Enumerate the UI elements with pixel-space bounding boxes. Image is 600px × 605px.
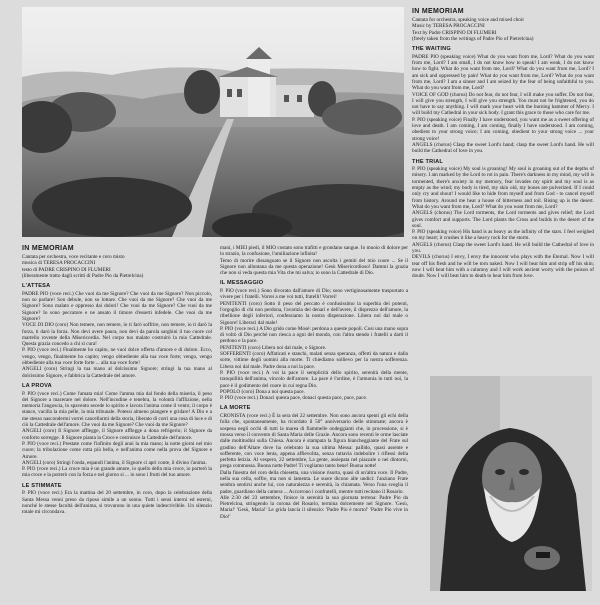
text-paragraph: ANGELS (chorus) The Lord torments, the Lord torments and gives relief; the Lord gives comfort and supports. The Lord plants the Cross and builds in the desert of the soul.	[412, 210, 594, 229]
english-credit-line: Music by TERESA PROCACCINI	[412, 23, 485, 30]
english-text-column	[412, 8, 594, 370]
text-paragraph: ANGELS (chorus) Clasp the sweet Lord's hand; clasp the sweet Lord's hand. He will build the Cathedral of love in you.	[412, 141, 594, 155]
italian-text-column-continued	[220, 245, 408, 600]
text-paragraph: ANGELI (coro) Stringi l'onda, espandi l'anima, il Signore ci apri conte, il divino l'anima.	[22, 459, 207, 466]
section-heading: IL MESSAGGIO	[220, 280, 264, 287]
italian-credit-line: testo di PADRE CRISPINO DI FLUMERI	[22, 266, 111, 273]
text-paragraph: CRONISTA (voce reci.) È la sera del 22 settembre. Non sono ancora spenti gli echi della folla che, spontaneamente, ha ricordato il 50° anniversario delle stimmate; ancora è sospesa negli occhi di tutti la marea di fiammelle ondeggianti che, in processione, si è mossa verso il convento di Santa Maria delle Grazie. Ancora sono recenti le orme lasciate dalle moltitudini sulla Chiesa. Ancora è stampata la figura biancheggiante del Frate sul gradino dell'Altare dove ha celebrato la sua ultima Messa: pallido, quasi assente e sofferente, con voce lenta, appena affievolita, senza tuttavia indebolire i riflessi della perfetta letizia. Al vespero, 22 settembre, La gente, assiepata nel piazzale o nei dintorni, prega commossa. Buona notte Padre! Ti vogliamo tanto bene! Buona notte!	[220, 413, 408, 470]
text-paragraph: ANGELI (coro) Il Signore afflegge, il Signore afflegge a dona refrigerio; il Signore da conforto sorregge. Il Signore pianta la Croce e costruisce la Cattedrale dell'amore.	[22, 428, 212, 441]
section-heading: THE WAITING	[412, 46, 451, 53]
text-paragraph: DEVILS (chorus) I envy, I envy the innocent who plays with the Eternal. Now I will tear off his flesh and he will be torn naked. Now I will beat him and strip off his skin; now I will beat him with a calumny and I will work ancient worry with the poison of doubt. Now I will beat him to death to hear him from love.	[412, 254, 594, 280]
text-paragraph: P. PIO (speaking voice) Finally I have understood, you want me as a sweet offering of love and death. I am coming, I am coming, finally I have understood. I am coming, obedient to your strong voice; I am coming, obedient to your strong voice ... your strong voice!	[412, 116, 594, 142]
text-paragraph: P. PIO (voce reci.) Come l'amata mia! Come l'amma mia dal fondo della miseria, il peso del Signore a macerare nel dolore. Nell'incudine e tenebra, la volontà l'afflizione, nella memoria l'angoscia, lo spavento secede lo spirito e lavora l'anima come il vento; il corpo è stanco, vacilla la mia pelle, la mia tribunale. Potessi almeno piangere e gridare! A Dio e a me stesso nascondermi vorrei cancellarmi della storia, liberato di corri una cosa di luce e di ciò la Cattedrale dell'amore. Che vuoi da me Signore? Che vuoi da me Signore?	[22, 390, 212, 429]
text-paragraph: ANGELS (chorus) Clasp the sweet Lord's hand. He will build the Cathedral of love in you.	[412, 241, 594, 254]
landscape-photo	[22, 7, 404, 237]
text-paragraph: P. PIO (speaking voice) His hand is as heavy as the infinity of the stars. I feel weighed on my heart; it crushes it like a heavy rock for the storm.	[412, 229, 594, 242]
text-paragraph: Alle 2:30 del 23 settembre, finisce in serenità la sua giornata terrena: Padre Pio da Pietrelcina, stringendo la corona del Rosario, termina dolcemente nel Signore. 'Gesù, Maria!' 'Gesù, Maria!' Le grida lancia il silenzio: 'Padre Pio è morto!' 'Padre Pio vive in Dio!'	[220, 494, 408, 520]
italian-credit-line: musica di TERESA PROCACCINI	[22, 260, 96, 267]
text-paragraph: P. PIO (voce reci.) Prestate come l'infinito degli anni la mia mano; la notte giorni nel mio cuore; la tribolazione come rotta più bella, e nell'anima come nella prova del Signore e Amore.	[22, 440, 212, 460]
text-paragraph: ANGELI (coro) Stringi la tua mano al dolcissimo Signore; stringi la tua mano al dolcissimo Signore, e fabbrica la Cattedrale del amore.	[22, 366, 212, 379]
text-paragraph: PADRE PIO (voce reci.) Che vuoi da me Signore? Che vuoi da me Signore? Non piccolo, non so parlare! Son debole, non so lottare. Che vuoi da me Signore? Che vuoi da me Signore? Sono malato e oppresso dai dolori! Che vuoi da me Signore? Che vuoi da me Signore? Io sono peccatore e ne ansato il timore d'esserti infedele. Che vuoi da me Signore?	[22, 290, 212, 322]
section-heading: THE TRIAL	[412, 158, 444, 165]
english-credit-line: Cantata for orchestra, speaking voice and mixed choir	[412, 17, 525, 23]
section-heading: LA PROVA	[22, 382, 52, 389]
text-paragraph: PENITENTI (coro) Libera noi dal male, o Signore.	[220, 344, 327, 351]
text-paragraph: SOFFERENTI (coro) Affaticati e stanchi, malati senza speranza, offerti da natura e dalla sorte, vittime degli uomini alla morte. Ti chiediamo sollievo per la nostra sofferenza. Libera noi dal male. Padre dona a noi la pace.	[220, 351, 408, 370]
section-heading: LE STIMMATE	[22, 482, 62, 489]
text-paragraph: PENITENTI (coro) Sotto il peso del peccato è confusissimo la superbia dei potenti, l'orgoglio di chi non perdona, l'avarizia dei denari e dell'avere, il disprezzo dell'amore, la ribellione degli inferiori, confessiamo la nostra disperazione. Libera noi dal male o Signore! Liberaci dal male!	[220, 300, 408, 326]
text-paragraph: mani, i MIEI piedi, il MIO costato sono trafitti e grondano sangue. Io muoio di dolore per lo strazio, la confusione, l'umiliazione infinita!	[220, 245, 408, 258]
text-paragraph: P. PIO (voce reci.) A Dio grido come Mosè: perdona a queste popoli. Cosi una mano sopra di voltò di Dio perché non riesca a ogni del mondo, con l'altra stendo i fratelli a darti il perdono e la pace.	[220, 325, 408, 345]
italian-title: IN MEMORIAM	[22, 245, 74, 252]
text-paragraph: P. PIO (voce reci.) Finalmente ho capito, ne vuoi dolce offerta d'amore e di dolore. Ecco, vengo, vengo, finalmente ho capito; vengo obbediente alla tua voce forte; vengo, vengo obbediente alla tua voce forte forte ... alla tua voce forte!	[22, 347, 212, 367]
english-credit-line: Text by Padre CRISPINO DI FLUMERI	[412, 29, 497, 36]
english-credit-line: (freely taken from the writings of Padre Pio of Pietrelcina)	[412, 35, 534, 42]
portrait-photo	[430, 376, 592, 591]
text-paragraph: Temo di morire dissanguato se il Signore non ascolta i gemiti del mio cuore ... Se il Signore non allontana da me questa operazione! Gesù Misericordioso! Dammi la grazia che non si veda questa mia Vita che mi salva; io sono la Cattedrale di Dio.	[220, 257, 408, 277]
text-paragraph: VOCE DI DIO (coro) Non temere, non temere, io ti farò soffrire, non temere, io ti darò la forza, ti darò la forza. Non devi avere paura, non devi da parola sarghini il tuo cuore col martello rovente della Misericordia. Nel corpo tuo malato costruirò la mia Cattedrale. Questa grazia concedo a chi si cura!	[22, 322, 212, 348]
text-paragraph: P. PIO (voce reci.) Sono divorato dall'amore di Dio; sono vertiginosamente trasportato a vivere per i fratelli. Vorrei a me voi tutti, fratelli! Vorrei!	[220, 288, 408, 301]
text-paragraph: P. PIO (voce reci.) La croce mia è un grande amore, io quello della mia croce, io porterò la mia croce e la porterò con la forza e nel giorno si ... io sono i frutti del tuo amore.	[22, 466, 212, 479]
text-paragraph: P. PIO (voce reci.) Donaci questa pace, donaci questa pace, pace, pace.	[220, 395, 368, 402]
text-paragraph: POPOLO (coro) Dona a noi questa pace.	[220, 388, 305, 395]
text-paragraph: VOICE OF GOD (chorus) Do not fear, do not fear, I will make you suffer. Do not fear, I will give you strength, I will give you strength. You must not be frightened, you do not have to say anything. I will mark your heart with the burning hammer of Mercy. I will build my Cathedral in your sick body. I grant this grace to those who care for me.	[412, 91, 594, 117]
text-paragraph: PADRE PIO (speaking voice) What do you want from me, Lord? What do you want from me, Lord? I am small, I do not know how to speak! I am weak, I do not know how to fight. What do you want from me, Lord? What do you want from me, Lord? I am sick and oppressed by pain! What do you want from me, Lord? What do you want from me, Lord? I am a sinner and I am seized by the fear of being unfaithful to you. What do you want from me, Lord?	[412, 53, 594, 92]
text-paragraph: P. PIO (speaking voice) My soul is groaning! My soul is groaning out of the depths of misery. I am marked by the Lord to rot in pain. There's darkness in my mind, my will is tormented, there's anxiety in my memory, fear invades my spirit and my soul is as empty as the wind; my body is tired, my skin old, my bones are pulverized. If I could only cry and shout! I would like to hide from myself and from God - to cancel myself from history. Around me hear a house of bitterness and toil. Rising up is the desert. What do you want from me, Lord? What do you want from me, Lord?	[412, 166, 594, 210]
english-title: IN MEMORIAM	[412, 8, 464, 15]
text-paragraph: P. PIO (voce reci.) Era la mattina del 20 settembre, in coro, dopo la celebrazione della Santa Messa venni preso da riposo simile a un sonno. Tutti i sensi interni ed esterni, nonché le stesse facoltà dell'anima, si trovarono in una quiete indescrivibile. Un silenzio totale mi circondava.	[22, 490, 212, 516]
section-heading: LA MORTE	[220, 405, 251, 412]
italian-credit-line: Cantata per orchestra, voce recitante e coro misto	[22, 254, 125, 260]
text-paragraph: Dalla finestra del coro della chiesetta, una visione risorta, quasi di un'altra voce. Il Padre, nella sua cella, soffre, ma non si lamenta. Le suore dicono alle undici: l'anziano Frate sembra sentirsi anche lui, con naturalezza e serenità, la chiamata. Verso l'una sveglia il padre, guardiano della camera ... Accorrono i confratelli, mentre tutti recitano il Rosario.	[220, 469, 408, 495]
italian-text-column	[22, 245, 212, 600]
section-heading: L'ATTESA	[22, 283, 51, 290]
italian-credit-line: (liberamente tratto dagli scritti di Padre Pio da Pietrelcina)	[22, 272, 144, 279]
text-paragraph: P. PIO (voce reci.) A voi la pace il semplicità dello spirito, serenità della mente, tranquillità dell'anima, vincolo dell'amore. La pace è l'ordine, è l'armonia in tutti noi, la pace è il godimento del cuore in cui regna Dio.	[220, 369, 408, 389]
